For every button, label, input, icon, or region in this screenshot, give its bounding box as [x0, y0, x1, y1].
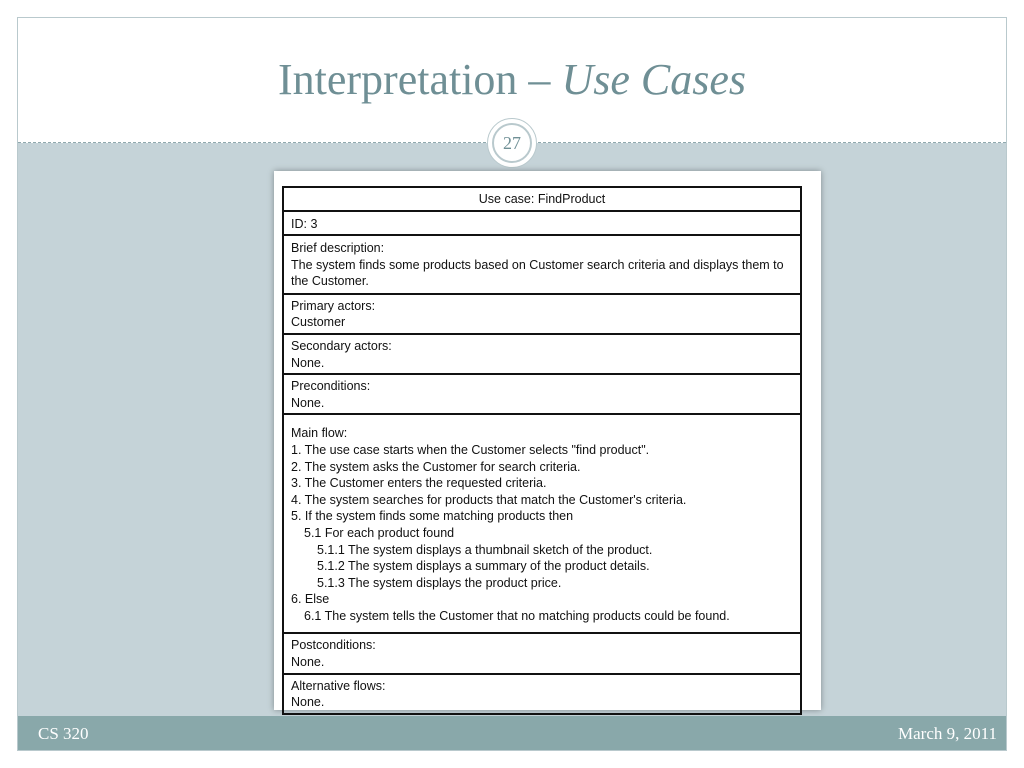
brief-description-section	[284, 236, 800, 295]
alternative-flows-section	[284, 675, 800, 713]
footer-course: CS 320	[38, 724, 89, 743]
title-emphasis: Use Cases	[561, 55, 746, 104]
footer-date: March 9, 2011	[898, 724, 997, 743]
main-flow-step: 3. The Customer enters the requested criteria.	[291, 476, 547, 491]
slide-number-badge	[487, 118, 537, 168]
main-flow-section	[284, 415, 800, 634]
preconditions-section	[284, 375, 800, 415]
use-case-heading: Use case: FindProduct	[284, 188, 800, 212]
main-flow-step: 5.1.2 The system displays a summary of the product details.	[317, 559, 650, 574]
main-flow-step: 5.1.1 The system displays a thumbnail sketch of the product.	[317, 542, 653, 557]
slide	[17, 17, 1007, 751]
title-main: Interpretation –	[277, 55, 562, 104]
secondary-actors-label: Secondary actors:	[291, 338, 392, 353]
postconditions-label: Postconditions:	[291, 638, 376, 653]
brief-description-text: The system finds some products based on Customer search criteria and displays them to the Customer.	[291, 257, 784, 289]
secondary-actors-section	[284, 335, 800, 375]
slide-title	[18, 52, 1006, 108]
main-flow-step: 6. Else	[291, 592, 330, 607]
main-flow-label: Main flow:	[291, 426, 348, 441]
primary-actors-value: Customer	[291, 315, 346, 330]
main-flow-step: 2. The system asks the Customer for search criteria.	[291, 459, 581, 474]
preconditions-value: None.	[291, 395, 325, 410]
postconditions-value: None.	[291, 655, 325, 670]
preconditions-label: Preconditions:	[291, 379, 371, 394]
slide-footer	[18, 716, 1006, 750]
brief-description-label: Brief description:	[291, 241, 385, 255]
alternative-flows-label: Alternative flows:	[291, 678, 386, 693]
main-flow-step: 5.1.3 The system displays the product price.	[317, 575, 562, 590]
primary-actors-label: Primary actors:	[291, 298, 376, 313]
main-flow-step: 5. If the system finds some matching products then	[291, 509, 574, 524]
primary-actors-section	[284, 295, 800, 335]
main-flow-step: 6.1 The system tells the Customer that no matching products could be found.	[304, 608, 730, 623]
main-flow-step: 5.1 For each product found	[304, 525, 455, 540]
use-case-id: ID: 3	[284, 212, 800, 236]
use-case-figure	[274, 171, 821, 710]
slide-number: 27	[503, 133, 521, 153]
alternative-flows-value: None.	[291, 695, 325, 710]
main-flow-step: 4. The system searches for products that match the Customer's criteria.	[291, 492, 687, 507]
main-flow-step: 1. The use case starts when the Customer selects "find product".	[291, 442, 650, 457]
secondary-actors-value: None.	[291, 355, 325, 370]
postconditions-section	[284, 634, 800, 674]
use-case-table	[282, 186, 802, 715]
